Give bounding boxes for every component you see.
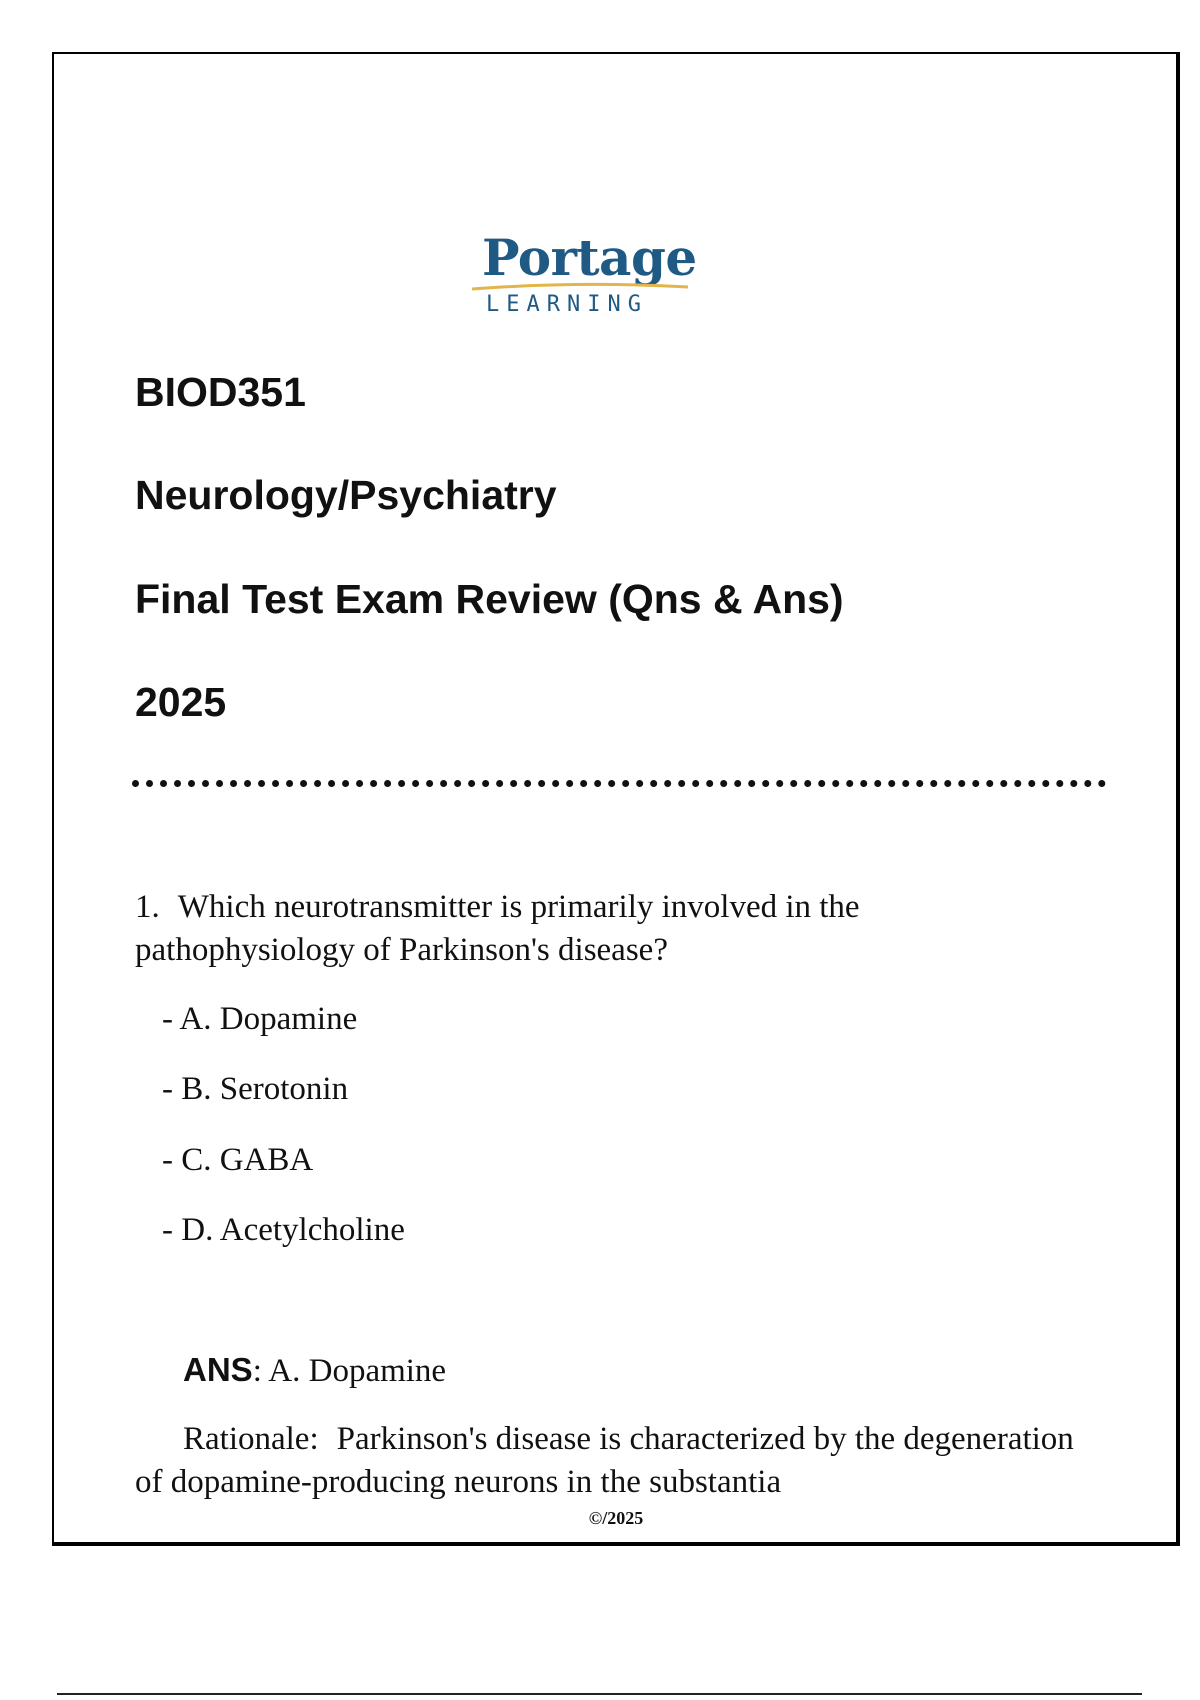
course-code: BIOD351 — [135, 369, 306, 415]
subject-title: Neurology/Psychiatry — [135, 472, 557, 518]
logo-wordmark: Portage — [482, 228, 697, 287]
option-c: - C. GABA — [162, 1142, 314, 1178]
document-year: 2025 — [135, 679, 227, 725]
question-1 — [135, 886, 1035, 972]
answer-text: : A. Dopamine — [252, 1353, 447, 1389]
rationale-paragraph — [135, 1418, 1095, 1504]
question-text: Which neurotransmitter is primarily involved in the pathophysiology of Parkinson's disease? — [135, 889, 860, 968]
option-d: - D. Acetylcholine — [162, 1212, 405, 1248]
logo-subtitle: LEARNING — [486, 292, 648, 317]
option-a: - A. Dopamine — [162, 1001, 358, 1037]
bottom-rule — [57, 1693, 1142, 1695]
portage-learning-logo — [470, 228, 697, 318]
answer-label: ANS — [183, 1351, 253, 1388]
copyright-notice: ©/2025 — [588, 1508, 644, 1528]
rationale-label: Rationale: — [183, 1421, 319, 1457]
answer-line — [183, 1348, 446, 1393]
document-title: Final Test Exam Review (Qns & Ans) — [135, 576, 844, 622]
dotted-divider — [132, 780, 1106, 787]
option-b: - B. Serotonin — [162, 1071, 349, 1107]
question-number: 1. — [135, 889, 160, 925]
rationale-text: Parkinson's disease is characterized by the degeneration of dopamine-producing neurons in the substantia — [135, 1421, 1074, 1500]
